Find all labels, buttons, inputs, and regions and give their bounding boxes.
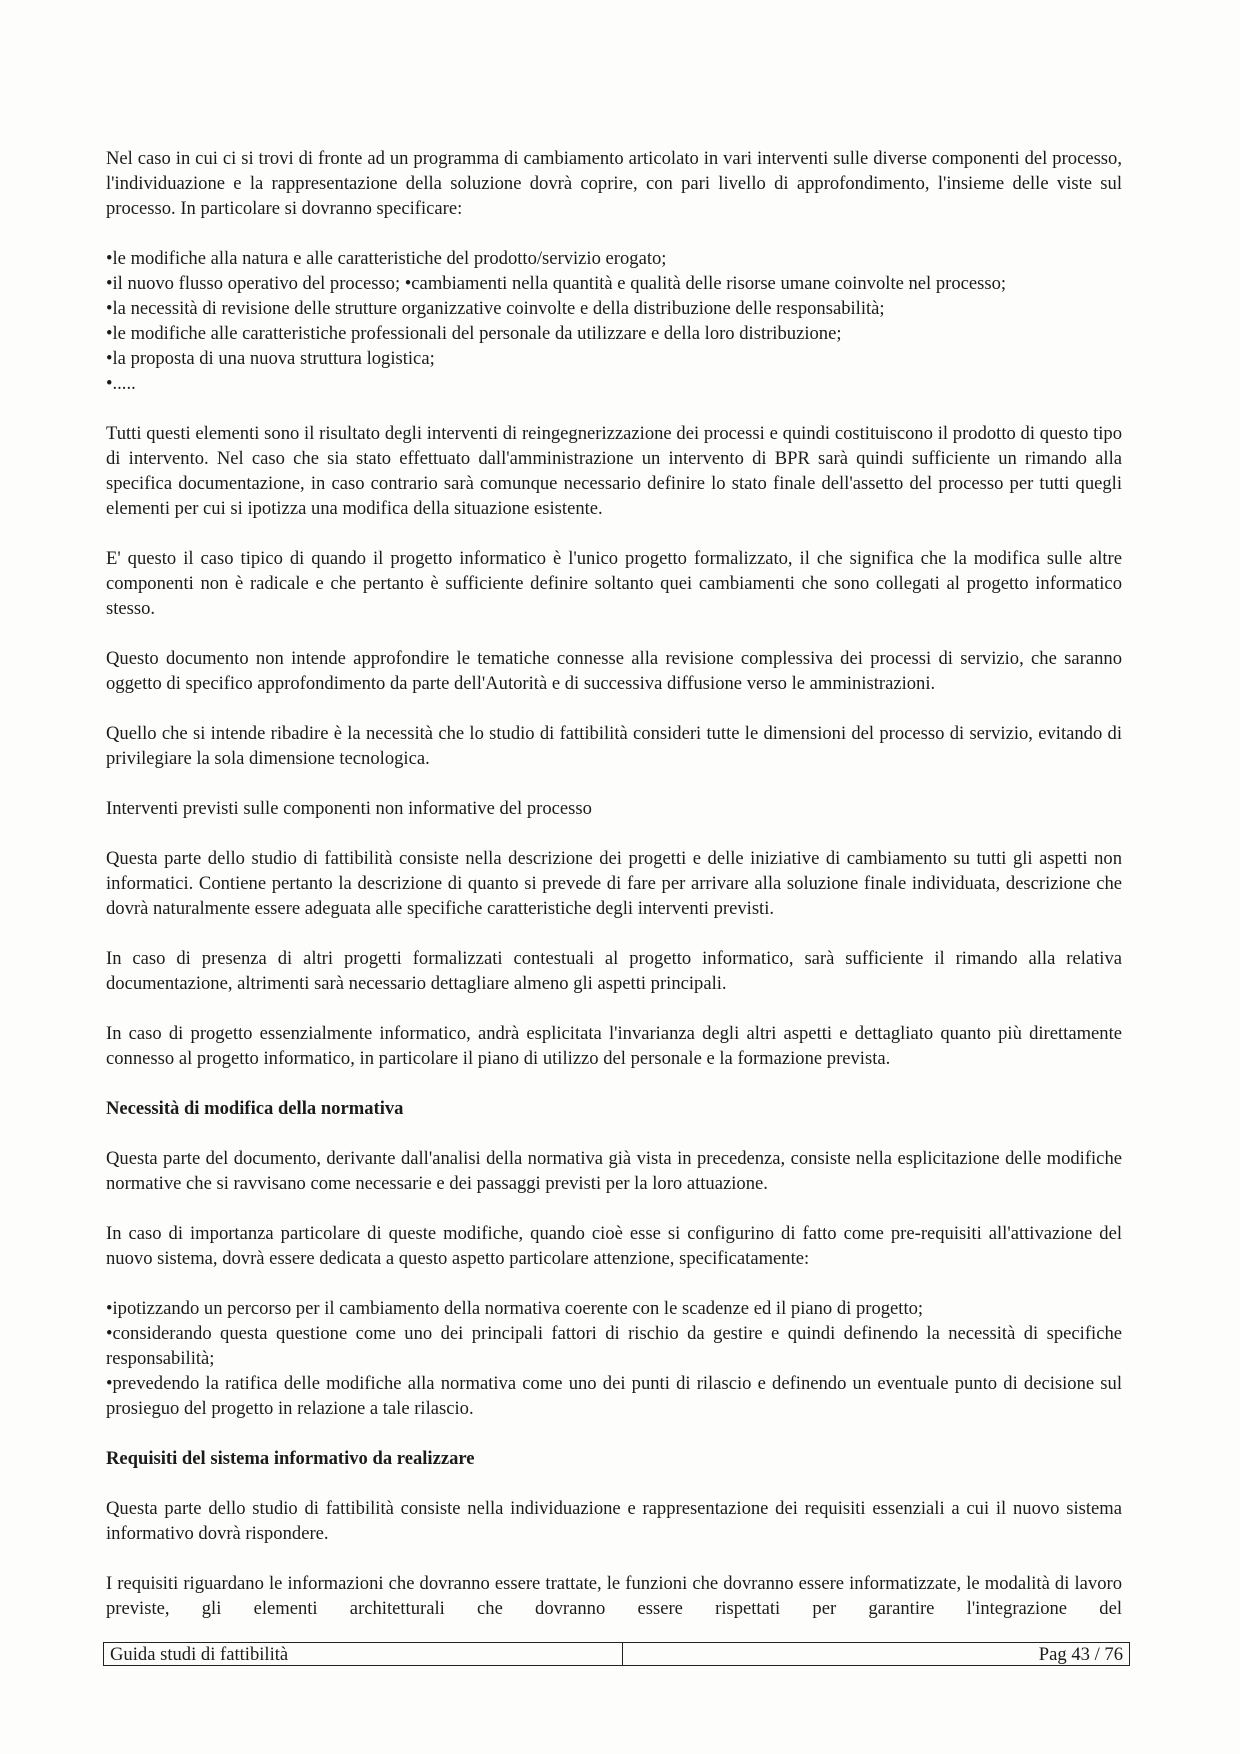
- paragraph-typical-case: E' questo il caso tipico di quando il progetto informatico è l'unico progetto formalizzato, il che significa che la modifica sulle altre componenti non è radicale e che pertanto è sufficiente definire soltanto quei cambiamenti che sono collegati al progetto informatico stesso.: [106, 548, 1122, 619]
- paragraph-other-projects: In caso di presenza di altri progetti formalizzati contestuali al progetto informatico, sarà sufficiente il rimando alla relativa documentazione, altrimenti sarà necessario dettagliare almeno gli aspetti principali.: [106, 948, 1122, 994]
- page-body: [106, 146, 1122, 1646]
- paragraph-intro: Nel caso in cui ci si trovi di fronte ad un programma di cambiamento articolato in vari interventi sulle diverse componenti del processo, l'individuazione e la rappresentazione della soluzione dovrà coprire, con pari livello di approfondimento, l'insieme delle viste sul processo. In particolare si dovranno specificare:: [106, 148, 1122, 219]
- paragraph-normativa-importance: In caso di importanza particolare di queste modifiche, quando cioè esse si configurino di fatto come pre-requisiti all'attivazione del nuovo sistema, dovrà essere dedicata a questo aspetto particolare attenzione, specificatamente:: [106, 1223, 1122, 1269]
- list-item: •le modifiche alla natura e alle caratteristiche del prodotto/servizio erogato;: [106, 248, 667, 269]
- list-item: •considerando questa questione come uno dei principali fattori di rischio da gestire e quindi definendo la necessità di specifiche responsabilità;: [106, 1323, 1122, 1369]
- list-item: •le modifiche alle caratteristiche professionali del personale da utilizzare e della loro distribuzione;: [106, 323, 842, 344]
- list-item: •la proposta di una nuova struttura logistica;: [106, 348, 435, 369]
- paragraph-requisiti-desc: Questa parte dello studio di fattibilità consiste nella individuazione e rappresentazione dei requisiti essenziali a cui il nuovo sistema informativo dovrà rispondere.: [106, 1498, 1122, 1544]
- section-title-interventions: Interventi previsti sulle componenti non informative del processo: [106, 798, 592, 819]
- paragraph-reaffirm: Quello che si intende ribadire è la necessità che lo studio di fattibilità consideri tutte le dimensioni del processo di servizio, evitando di privilegiare la sola dimensione tecnologica.: [106, 723, 1122, 769]
- footer-page-number: Pag 43 / 76: [1038, 1644, 1123, 1665]
- paragraph-essentially-it: In caso di progetto essenzialmente informatico, andrà esplicitata l'invarianza degli altri aspetti e dettagliato quanto più direttamente connesso al progetto informatico, in particolare il piano di utilizzo del personale e la formazione prevista.: [106, 1023, 1122, 1069]
- paragraph-normativa-desc: Questa parte del documento, derivante dall'analisi della normativa già vista in precedenza, consiste nella esplicitazione delle modifiche normative che si ravvisano come necessarie e dei passaggi previsti per la loro attuazione.: [106, 1148, 1122, 1194]
- list-item: •ipotizzando un percorso per il cambiamento della normativa coerente con le scadenze ed il piano di progetto;: [106, 1298, 924, 1319]
- list-item: •il nuovo flusso operativo del processo; •cambiamenti nella quantità e qualità delle risorse umane coinvolte nel processo;: [106, 273, 1007, 294]
- paragraph-elements-result: Tutti questi elementi sono il risultato degli interventi di reingegnerizzazione dei processi e quindi costituiscono il prodotto di questo tipo di intervento. Nel caso che sia stato effettuato dall'amministrazione un intervento di BPR sarà quindi sufficiente un rimando alla specifica documentazione, in caso contrario sarà comunque necessario definire lo stato finale dell'assetto del processo per tutti quegli elementi per cui si ipotizza una modifica della situazione esistente.: [106, 423, 1122, 519]
- footer-doc-title: Guida studi di fattibilità: [104, 1643, 623, 1665]
- heading-normativa: Necessità di modifica della normativa: [106, 1098, 404, 1119]
- list-item: •la necessità di revisione delle strutture organizzative coinvolte e della distribuzione delle responsabilità;: [106, 298, 885, 319]
- heading-requisiti: Requisiti del sistema informativo da realizzare: [106, 1448, 475, 1469]
- paragraph-interventions-desc: Questa parte dello studio di fattibilità consiste nella descrizione dei progetti e delle iniziative di cambiamento su tutti gli aspetti non informatici. Contiene pertanto la descrizione di quanto si prevede di fare per arrivare alla soluzione finale individuata, descrizione che dovrà naturalmente essere adeguata alle specifiche caratteristiche degli interventi previsti.: [106, 848, 1122, 919]
- page-footer: [103, 1642, 1130, 1666]
- list-item: •.....: [106, 373, 136, 394]
- list-item: •prevedendo la ratifica delle modifiche alla normativa come uno dei punti di rilascio e definendo un eventuale punto di decisione sul prosieguo del progetto in relazione a tale rilascio.: [106, 1373, 1122, 1419]
- paragraph-document-scope: Questo documento non intende approfondire le tematiche connesse alla revisione complessiva dei processi di servizio, che saranno oggetto di specifico approfondimento da parte dell'Autorità e di successiva diffusione verso le amministrazioni.: [106, 648, 1122, 694]
- specify-list: [106, 246, 1122, 396]
- normativa-list: [106, 1296, 1122, 1421]
- paragraph-requisiti-detail: I requisiti riguardano le informazioni che dovranno essere trattate, le funzioni che dovranno essere informatizzate, le modalità di lavoro previste, gli elementi architetturali che dovranno essere rispettati per garantire l'integrazione del: [106, 1573, 1122, 1619]
